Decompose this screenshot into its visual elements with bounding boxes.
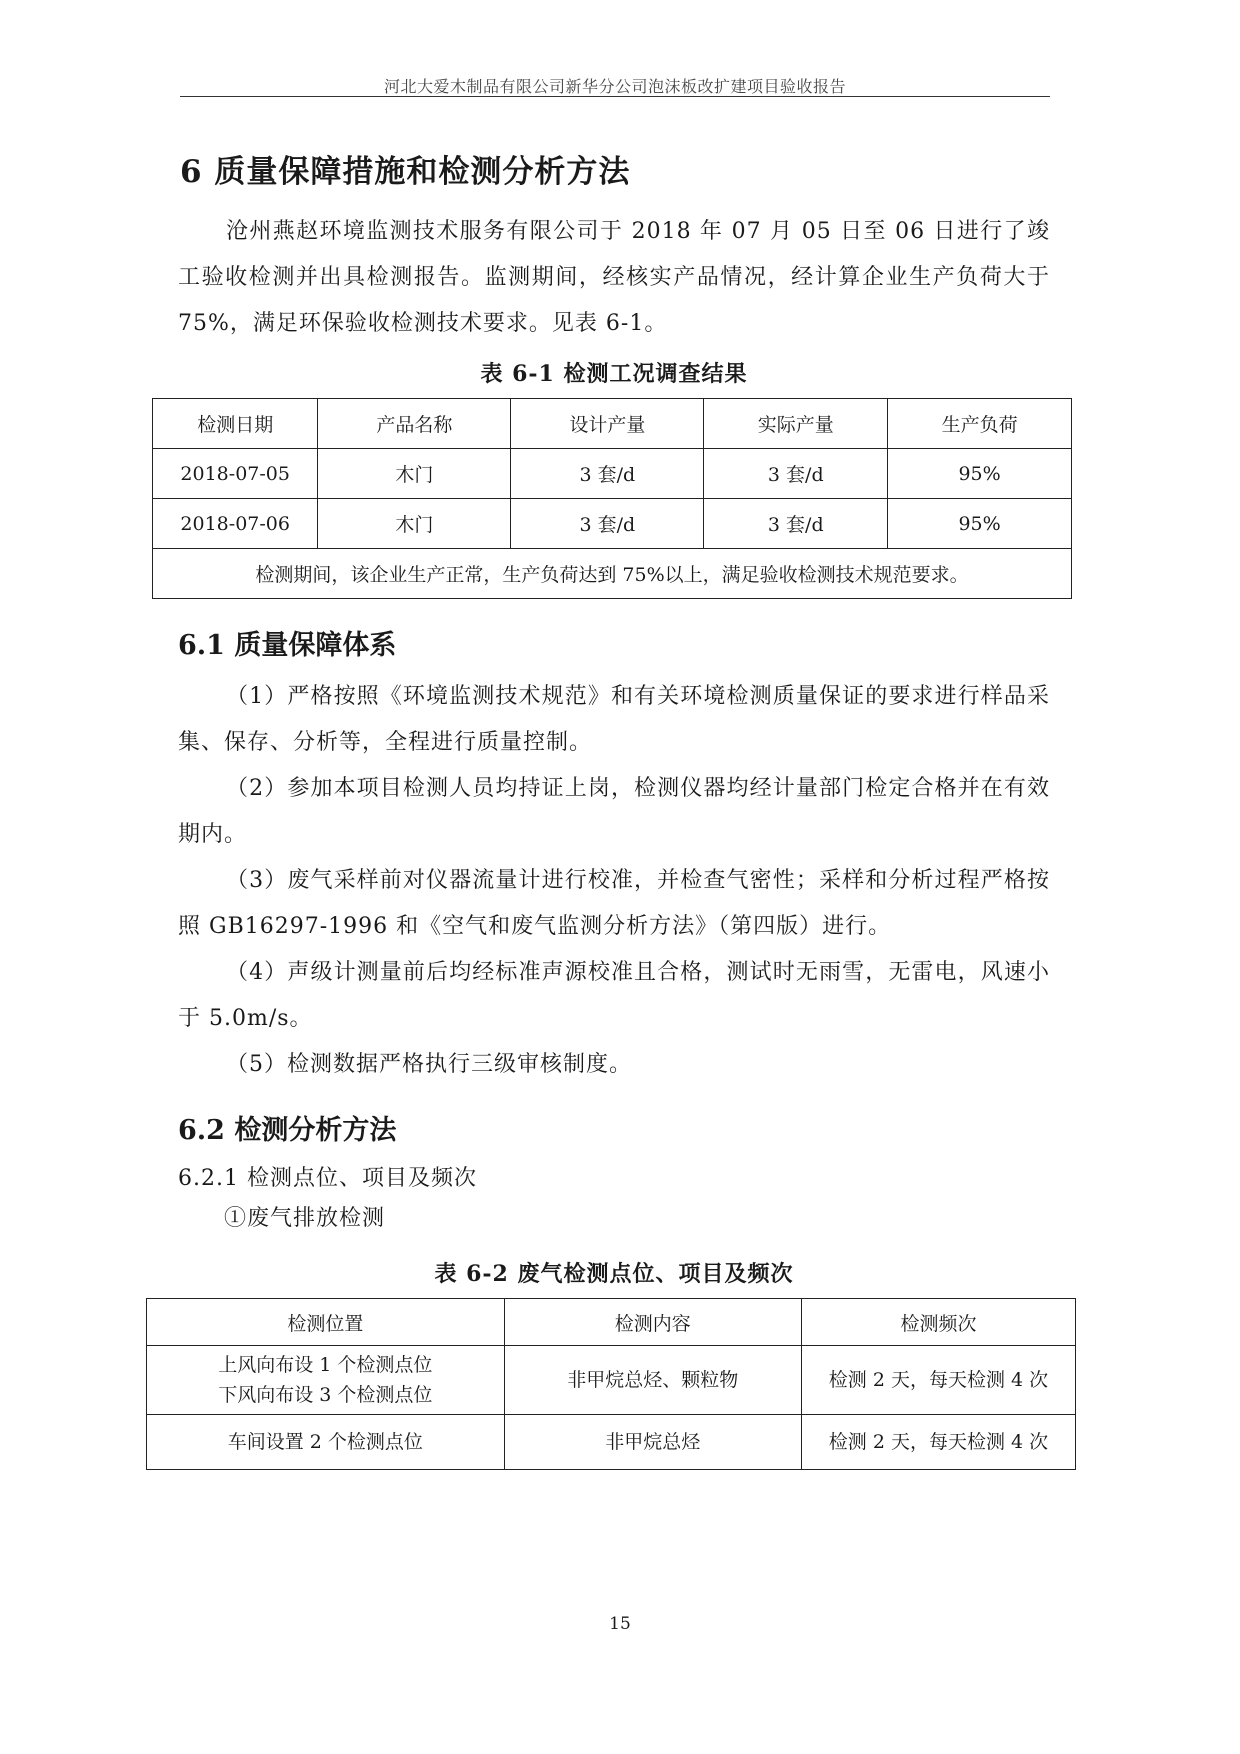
page-number: 15 xyxy=(609,1614,631,1634)
table-cell: 3 套/d xyxy=(704,499,888,549)
column-header: 设计产量 xyxy=(511,399,704,449)
table-cell: 95% xyxy=(888,449,1072,499)
table-6-2 xyxy=(146,1298,1076,1470)
table-cell: 2018-07-06 xyxy=(153,499,318,549)
column-header: 实际产量 xyxy=(704,399,888,449)
table-header-row xyxy=(147,1299,1076,1346)
quality-item: （4）声级计测量前后均经标准声源校准且合格，测试时无雨雪，无雷电，风速小于 5.0m/s。 xyxy=(178,960,1050,1031)
table-cell: 木门 xyxy=(318,449,511,499)
table-cell: 检测 2 天，每天检测 4 次 xyxy=(801,1346,1075,1415)
table-row xyxy=(147,1346,1076,1415)
table-cell: 3 套/d xyxy=(511,499,704,549)
column-header: 检测位置 xyxy=(147,1299,505,1346)
table-cell: 非甲烷总烃 xyxy=(504,1415,801,1470)
column-header: 生产负荷 xyxy=(888,399,1072,449)
subsection-6-2-1: 6.2.1 检测点位、项目及频次 xyxy=(178,1166,477,1191)
column-header: 检测频次 xyxy=(801,1299,1075,1346)
location-line: 下风向布设 3 个检测点位 xyxy=(218,1384,433,1406)
column-header: 产品名称 xyxy=(318,399,511,449)
table-6-2-caption: 表 6-2 废气检测点位、项目及频次 xyxy=(434,1261,794,1287)
table-note: 检测期间，该企业生产正常，生产负荷达到 75%以上，满足验收检测技术规范要求。 xyxy=(153,549,1072,599)
section-6-2-heading: 6.2 检测分析方法 xyxy=(178,1115,397,1146)
table-cell xyxy=(147,1346,505,1415)
table-row xyxy=(153,499,1072,549)
table-6-1-caption: 表 6-1 检测工况调查结果 xyxy=(480,361,748,387)
quality-item: （5）检测数据严格执行三级审核制度。 xyxy=(226,1052,632,1077)
table-header-row xyxy=(153,399,1072,449)
section-6-1-heading: 6.1 质量保障体系 xyxy=(178,630,397,661)
running-header: 河北大爱木制品有限公司新华分公司泡沫板改扩建项目验收报告 xyxy=(383,77,846,96)
section-6-intro: 沧州燕赵环境监测技术服务有限公司于 2018 年 07 月 05 日至 06 日进行了竣工验收检测并出具检测报告。监测期间，经核实产品情况，经计算企业生产负荷大于 75%，满足环保验收检测技术要求。见表 6-1。 xyxy=(178,219,1050,336)
table-cell: 3 套/d xyxy=(511,449,704,499)
table-cell: 2018-07-05 xyxy=(153,449,318,499)
table-6-1 xyxy=(152,398,1072,599)
table-cell: 非甲烷总烃、颗粒物 xyxy=(504,1346,801,1415)
header-rule xyxy=(180,96,1050,97)
table-cell: 95% xyxy=(888,499,1072,549)
table-row xyxy=(153,449,1072,499)
quality-item: （2）参加本项目检测人员均持证上岗，检测仪器均经计量部门检定合格并在有效期内。 xyxy=(178,776,1050,847)
section-6-heading: 6 质量保障措施和检测分析方法 xyxy=(180,154,631,190)
table-cell: 3 套/d xyxy=(704,449,888,499)
table-row xyxy=(147,1415,1076,1470)
quality-item: （3）废气采样前对仪器流量计进行校准，并检查气密性；采样和分析过程严格按照 GB16297-1996 和《空气和废气监测分析方法》（第四版）进行。 xyxy=(178,868,1050,939)
quality-item: （1）严格按照《环境监测技术规范》和有关环境检测质量保证的要求进行样品采集、保存、分析等，全程进行质量控制。 xyxy=(178,684,1050,755)
subsection-item: ①废气排放检测 xyxy=(224,1206,386,1231)
location-line: 上风向布设 1 个检测点位 xyxy=(218,1354,433,1376)
column-header: 检测内容 xyxy=(504,1299,801,1346)
page-content xyxy=(178,140,1050,1470)
table-cell: 车间设置 2 个检测点位 xyxy=(147,1415,505,1470)
table-cell: 检测 2 天，每天检测 4 次 xyxy=(801,1415,1075,1470)
column-header: 检测日期 xyxy=(153,399,318,449)
table-note-row xyxy=(153,549,1072,599)
table-cell: 木门 xyxy=(318,499,511,549)
